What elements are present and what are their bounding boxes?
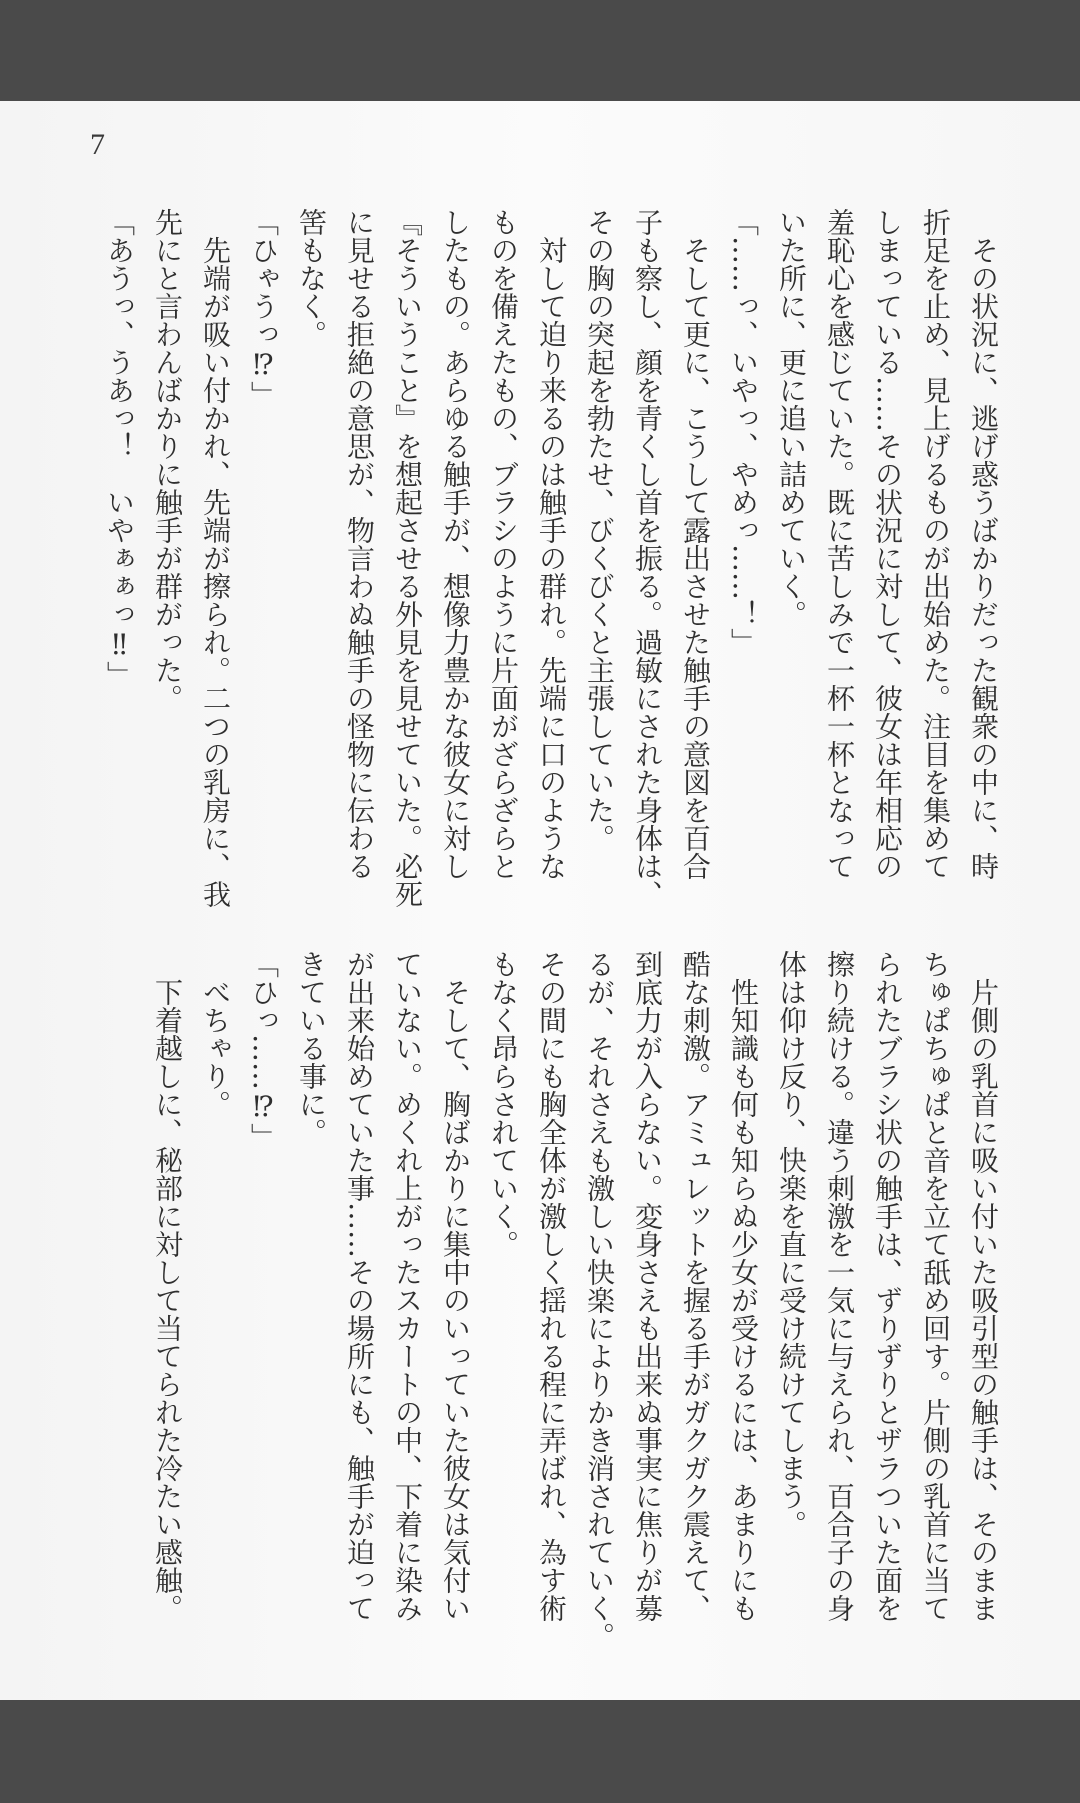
text-column: 到底力が入らない。変身さえも出来ぬ事実に焦りが募 [631,950,664,1622]
text-column: 「……っ、いやっ、やめっ……！」 [727,208,760,656]
text-column: 子も察し、顔を青くし首を振る。過敏にされた身体は、 [631,208,664,908]
text-column: 「あうっ、うあっ！ いやぁぁっ‼」 [103,208,136,689]
text-column: 羞恥心を感じていた。既に苦しみで一杯一杯となって [823,208,856,880]
text-column: 擦り続ける。違う刺激を一気に与えられ、百合子の身 [823,950,856,1622]
text-column: ものを備えたもの、ブラシのように片面がざらざらと [487,208,520,880]
text-column: ちゅぱちゅぱと音を立て舐め回す。片側の乳首に当て [919,950,952,1622]
text-column: 対して迫り来るのは触手の群れ。先端に口のような [535,208,568,880]
text-column: 筈もなく。 [295,208,328,348]
text-column: そして更に、こうして露出させた触手の意図を百合 [679,208,712,880]
text-column: その胸の突起を勃たせ、びくびくと主張していた。 [583,208,616,852]
text-column: いた所に、更に追い詰めていく。 [775,208,808,628]
text-column: 下着越しに、秘部に対して当てられた冷たい感触。 [151,950,184,1622]
top-toolbar-bar [0,0,1080,101]
text-column: もなく昂らされていく。 [487,950,520,1258]
text-column: 「ひゃうっ⁉」 [247,208,280,409]
text-column: 先にと言わんばかりに触手が群がった。 [151,208,184,712]
text-column: しまっている……その状況に対して、彼女は年相応の [871,208,904,880]
text-column: べちゃり。 [199,950,232,1118]
text-column: 性知識も何も知らぬ少女が受けるには、あまりにも [727,950,760,1622]
text-column: 『そういうこと』を想起させる外見を見せていた。必死 [391,208,424,908]
text-column: 先端が吸い付かれ、先端が擦られ。二つの乳房に、我 [199,208,232,908]
page-number: 7 [90,128,105,161]
text-column: その状況に、逃げ惑うばかりだった観衆の中に、時 [967,208,1000,880]
bottom-toolbar-bar [0,1700,1080,1803]
text-column: るが、それさえも激しい快楽によりかき消されていく。 [583,950,616,1650]
text-column: ていない。めくれ上がったスカートの中、下着に染み [391,950,424,1622]
text-column: られたブラシ状の触手は、ずりずりとザラついた面を [871,950,904,1622]
text-column: 酷な刺激。アミュレットを握る手がガクガク震えて、 [679,950,712,1622]
text-column: したもの。あらゆる触手が、想像力豊かな彼女に対し [439,208,472,880]
text-column: に見せる拒絶の意思が、物言わぬ触手の怪物に伝わる [343,208,376,880]
text-column: そして、胸ばかりに集中のいっていた彼女は気付い [439,950,472,1622]
text-column: 体は仰け反り、快楽を直に受け続けてしまう。 [775,950,808,1538]
text-column: 折足を止め、見上げるものが出始めた。注目を集めて [919,208,952,880]
text-column: 片側の乳首に吸い付いた吸引型の触手は、そのまま [967,950,1000,1622]
text-column: 「ひっ……⁉」 [247,950,280,1151]
text-column: その間にも胸全体が激しく揺れる程に弄ばれ、為す術 [535,950,568,1622]
text-column: きている事に。 [295,950,328,1146]
text-column: が出来始めていた事……その場所にも、触手が迫って [343,950,376,1622]
